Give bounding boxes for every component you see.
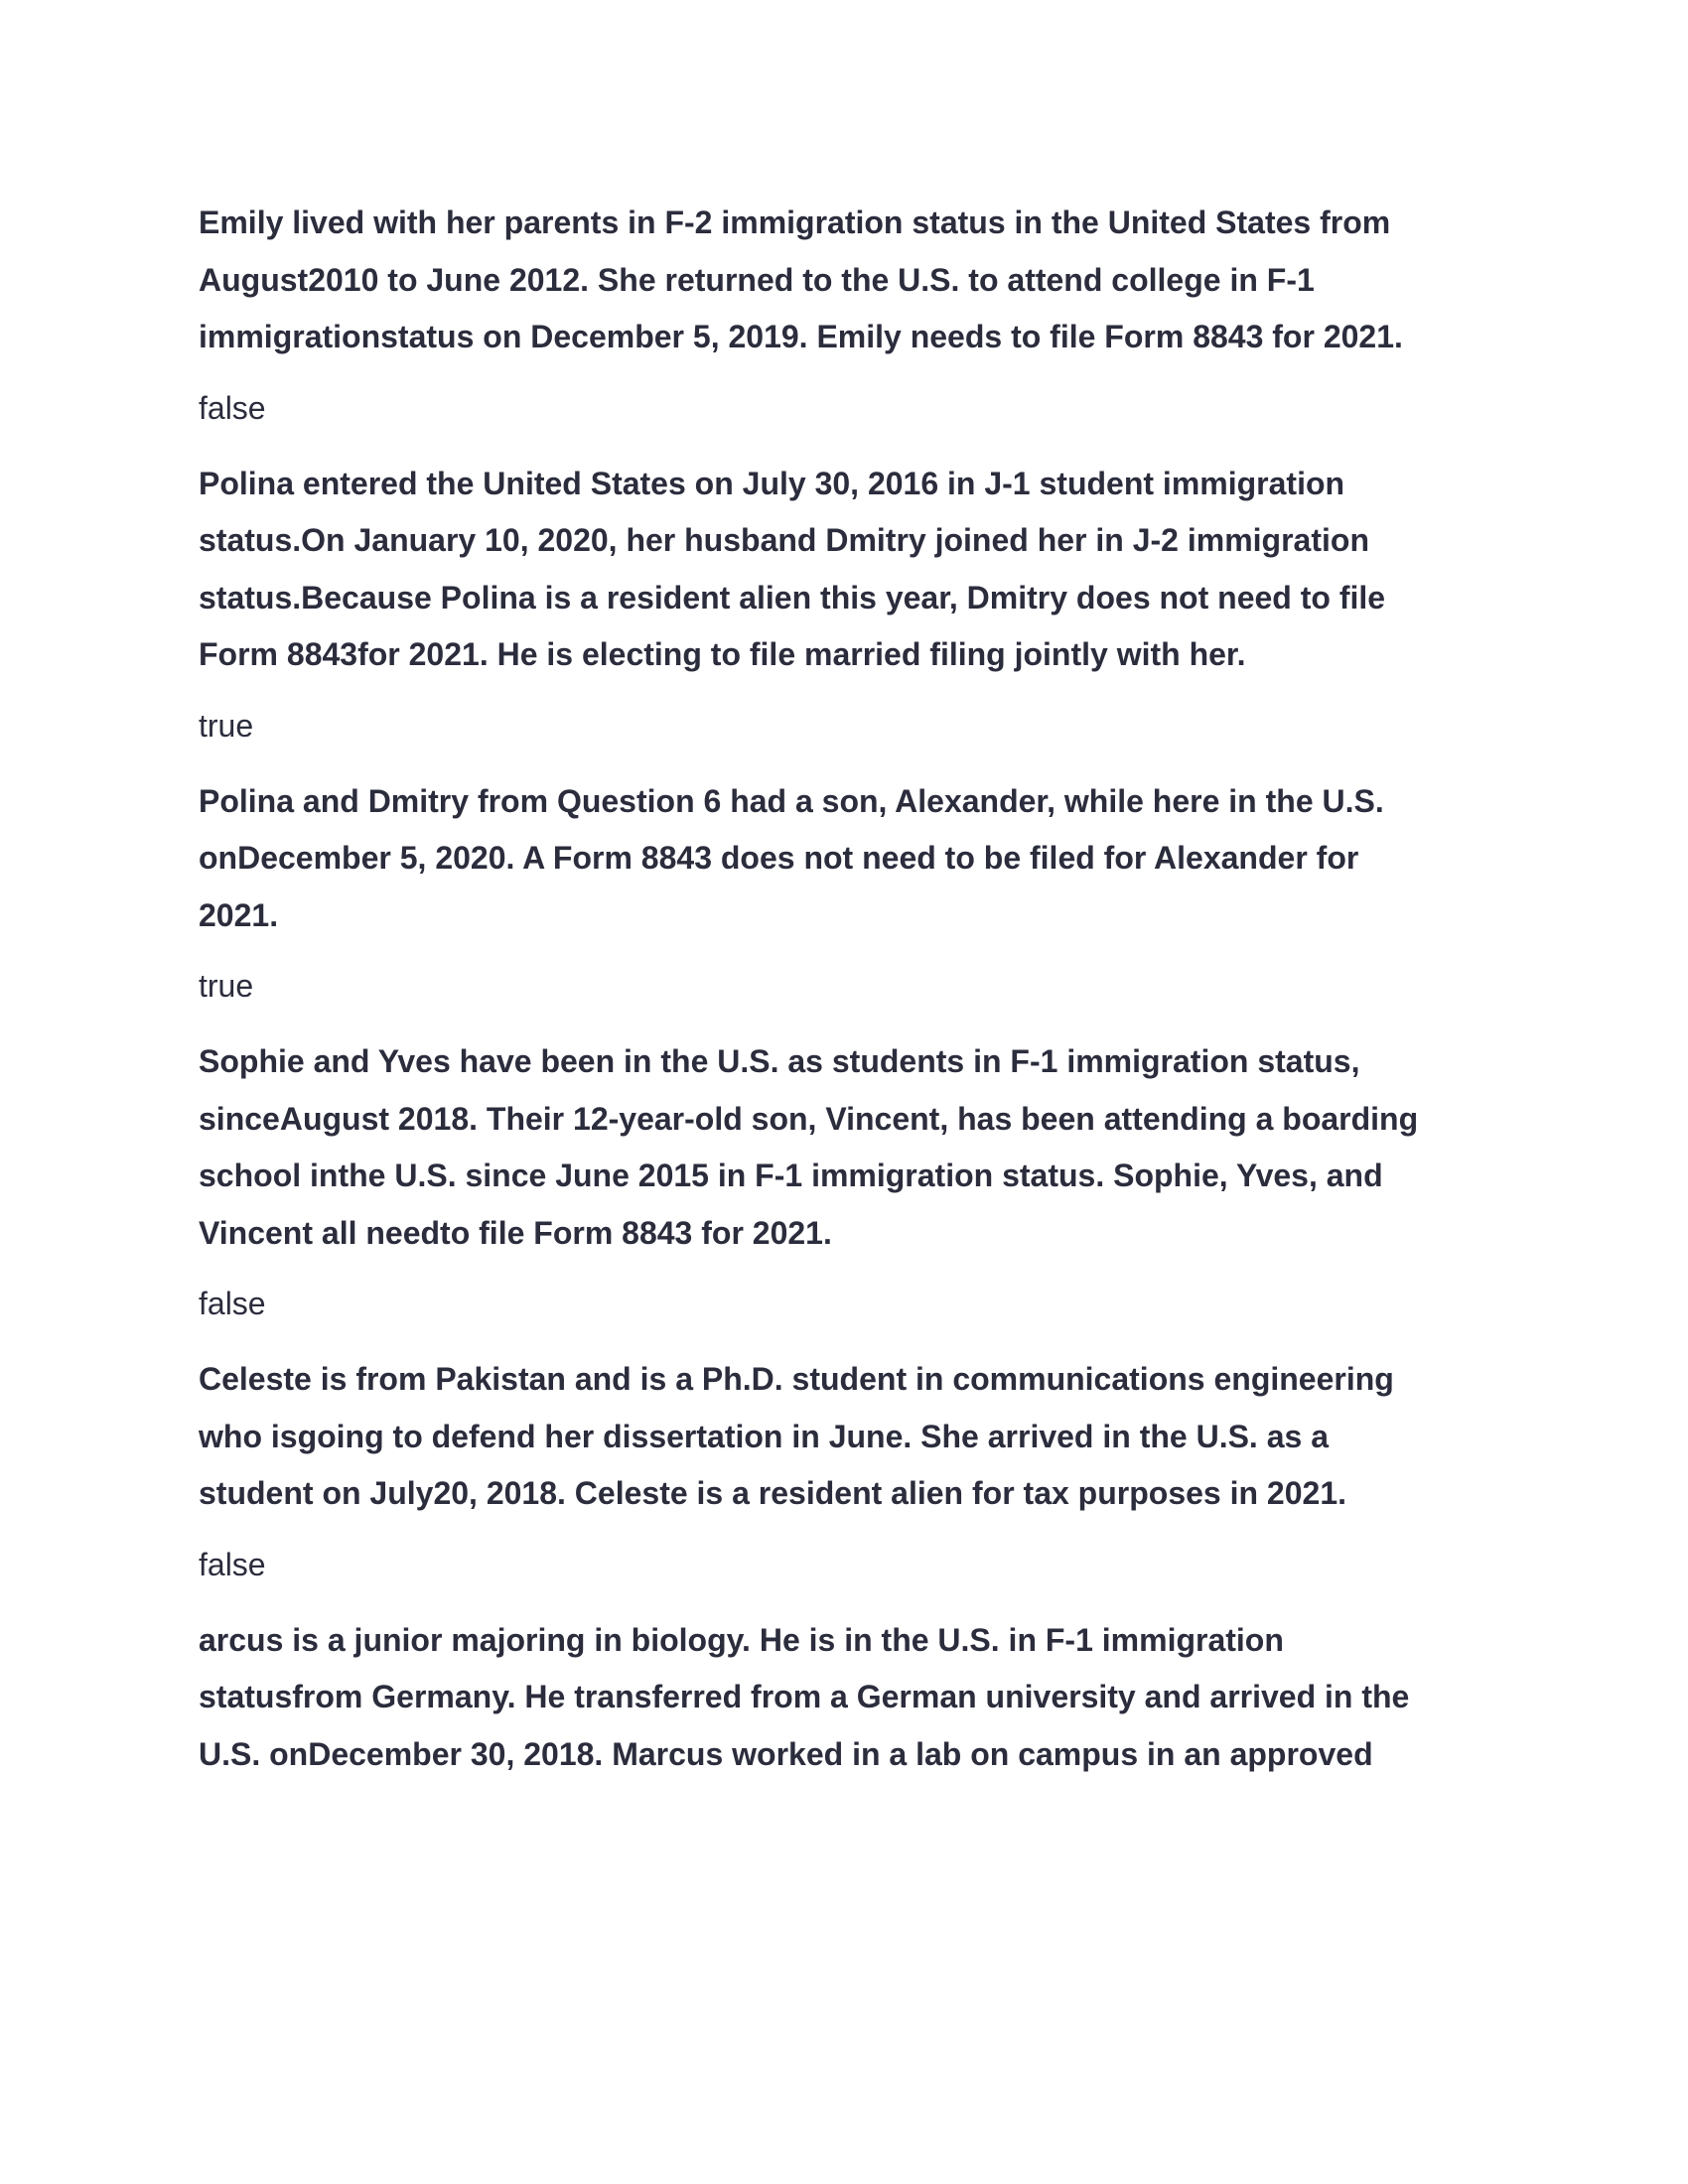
document-content	[199, 195, 1489, 1783]
answer-text: true	[199, 968, 254, 1004]
question-text: Polina and Dmitry from Question 6 had a son, Alexander, while here in the U.S. onDecember 5, 2020. A Form 8843 does not need to be filed for Alexander for 2021.	[199, 782, 1384, 933]
question-text: Polina entered the United States on July 30, 2016 in J-1 student immigration status.On January 10, 2020, her husband Dmitry joined her in J-2 immigration status.Because Polina is a resident alien this year, Dmitry does not need to file Form 8843for 2021. He is electing to file married filing jointly with her.	[199, 465, 1386, 672]
answer-text: false	[199, 1286, 266, 1321]
question-text: Emily lived with her parents in F-2 immigration status in the United States from August2010 to June 2012. She returned to the U.S. to attend college in F-1 immigrationstatus on December 5, 2019. Emily needs to file Form 8843 for 2021.	[199, 205, 1403, 354]
question-text: Celeste is from Pakistan and is a Ph.D. student in communications engineering who isgoing to defend her dissertation in June. She arrived in the U.S. as a student on July20, 2018. Celeste is a resident alien for tax purposes in 2021.	[199, 1361, 1394, 1511]
answer-text: true	[199, 707, 254, 744]
answer-text: false	[199, 1546, 266, 1582]
answer-text: false	[199, 389, 266, 426]
question-text: arcus is a junior majoring in biology. He is in the U.S. in F-1 immigration statusfrom Germany. He transferred from a German university and arrived in the U.S. onDecember 30, 2018. Marcus worked in a lab on campus in an approved	[199, 1621, 1410, 1772]
question-text: Sophie and Yves have been in the U.S. as students in F-1 immigration status, sinceAugust 2018. Their 12-year-old son, Vincent, has been attending a boarding school inthe U.S. since June 2015 in F-1 immigration status. Sophie, Yves, and Vincent all needto file Form 8843 for 2021.	[199, 1043, 1419, 1251]
